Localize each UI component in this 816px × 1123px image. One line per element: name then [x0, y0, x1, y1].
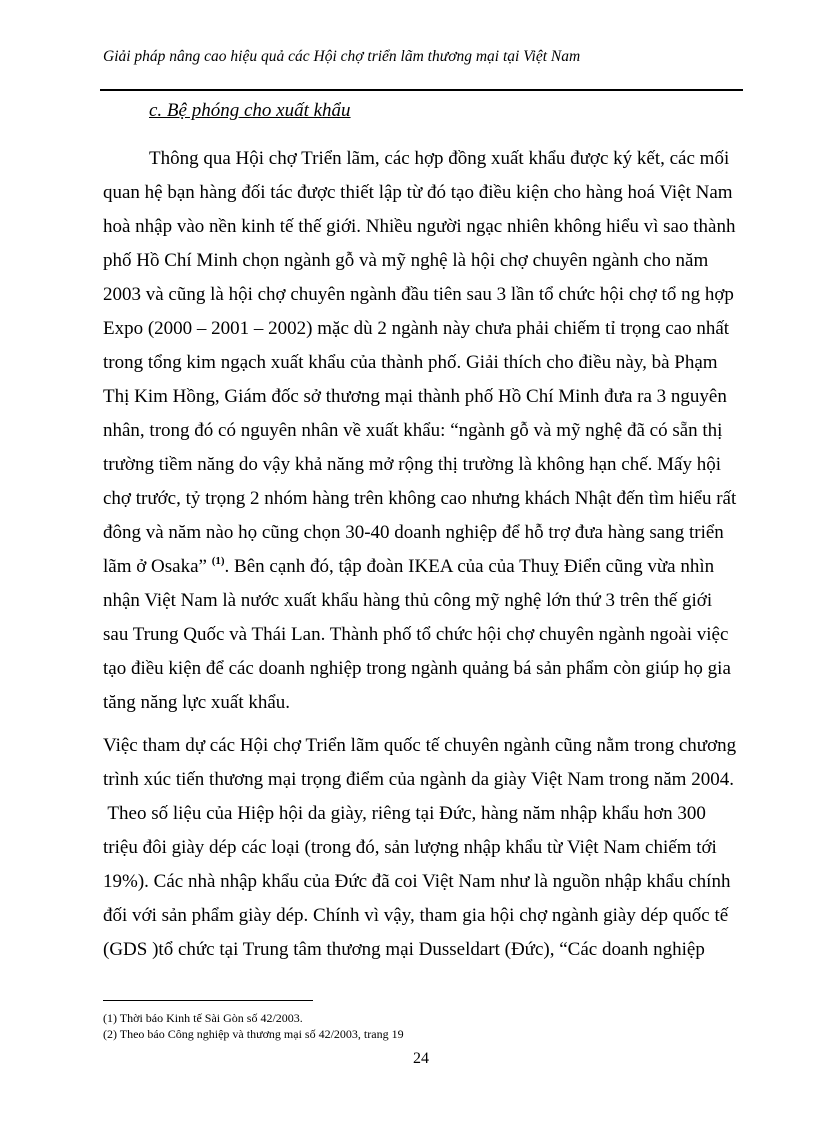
text-line: tạo điều kiện để các doanh nghiệp trong ngành quảng bá sản phẩm còn giúp họ gia	[103, 658, 731, 679]
footnote-2: (2) Theo báo Công nghiệp và thương mại số 42/2003, trang 19	[103, 1027, 404, 1041]
section-heading: c. Bệ phóng cho xuất khẩu	[149, 100, 351, 121]
text-line: trong tổng kim ngạch xuất khẩu của thành phố. Giải thích cho điều này, bà Phạm	[103, 352, 718, 373]
text-line: tăng năng lực xuất khẩu.	[103, 692, 291, 713]
text-line: đối với sản phẩm giày dép. Chính vì vậy, tham gia hội chợ ngành giày dép quốc tế	[103, 905, 729, 926]
text-line: 19%). Các nhà nhập khẩu của Đức đã coi Việt Nam như là nguồn nhập khẩu chính	[103, 871, 731, 892]
text-line: Thông qua Hội chợ Triển lãm, các hợp đồng xuất khẩu được ký kết, các mối	[149, 148, 730, 169]
text-line: Theo số liệu của Hiệp hội da giày, riêng tại Đức, hàng năm nhập khẩu hơn 300	[103, 803, 706, 824]
running-header: Giải pháp nâng cao hiệu quả các Hội chợ triển lãm thương mại tại Việt Nam	[103, 48, 581, 65]
text-line: Việc tham dự các Hội chợ Triển lãm quốc tế chuyên ngành cũng nằm trong chương	[103, 735, 737, 756]
footnote-divider	[103, 1000, 313, 1001]
text-line: Thị Kim Hồng, Giám đốc sở thương mại thành phố Hồ Chí Minh đưa ra 3 nguyên	[103, 386, 727, 407]
text-segment: lãm ở Osaka”	[103, 556, 212, 577]
text-line: (GDS )tổ chức tại Trung tâm thương mại Dusseldart (Đức), “Các doanh nghiệp	[103, 939, 705, 960]
footnote-1: (1) Thời báo Kinh tế Sài Gòn số 42/2003.	[103, 1011, 303, 1025]
text-line: Expo (2000 – 2001 – 2002) mặc dù 2 ngành này chưa phải chiếm tỉ trọng cao nhất	[103, 318, 730, 339]
text-line: chợ trước, tỷ trọng 2 nhóm hàng trên không cao nhưng khách Nhật đến tìm hiểu rất	[103, 488, 737, 509]
text-line: nhân, trong đó có nguyên nhân về xuất khẩu: “ngành gỗ và mỹ nghệ đã có sẵn thị	[103, 420, 723, 441]
footnote-reference: (1)	[211, 555, 225, 567]
text-line: phố Hồ Chí Minh chọn ngành gỗ và mỹ nghệ là hội chợ chuyên ngành cho năm	[103, 250, 709, 271]
header-divider	[100, 89, 743, 91]
text-line: trường tiềm năng do vậy khả năng mở rộng thị trường là không hạn chế. Mấy hội	[103, 454, 721, 475]
text-line: nhận Việt Nam là nước xuất khẩu hàng thủ công mỹ nghệ lớn thứ 3 trên thế giới	[103, 590, 713, 611]
text-line-with-reference	[103, 556, 714, 578]
text-line: hoà nhập vào nền kinh tế thế giới. Nhiều người ngạc nhiên không hiểu vì sao thành	[103, 216, 736, 237]
text-line: 2003 và cũng là hội chợ chuyên ngành đầu tiên sau 3 lần tổ chức hội chợ tổ ng hợp	[103, 284, 734, 305]
text-segment: . Bên cạnh đó, tập đoàn IKEA của của Thuỵ Điển cũng vừa nhìn	[224, 556, 715, 577]
text-line: triệu đôi giày dép các loại (trong đó, sản lượng nhập khẩu từ Việt Nam chiếm tới	[103, 837, 717, 858]
text-line: đông và năm nào họ cũng chọn 30-40 doanh nghiệp để hỗ trợ đưa hàng sang triển	[103, 522, 724, 543]
page-number: 24	[413, 1050, 429, 1067]
text-line: trình xúc tiến thương mại trọng điểm của ngành da giày Việt Nam trong năm 2004.	[103, 769, 734, 790]
text-line: quan hệ bạn hàng đối tác được thiết lập từ đó tạo điều kiện cho hàng hoá Việt Nam	[103, 182, 733, 203]
text-line: sau Trung Quốc và Thái Lan. Thành phố tổ chức hội chợ chuyên ngành ngoài việc	[103, 624, 729, 645]
